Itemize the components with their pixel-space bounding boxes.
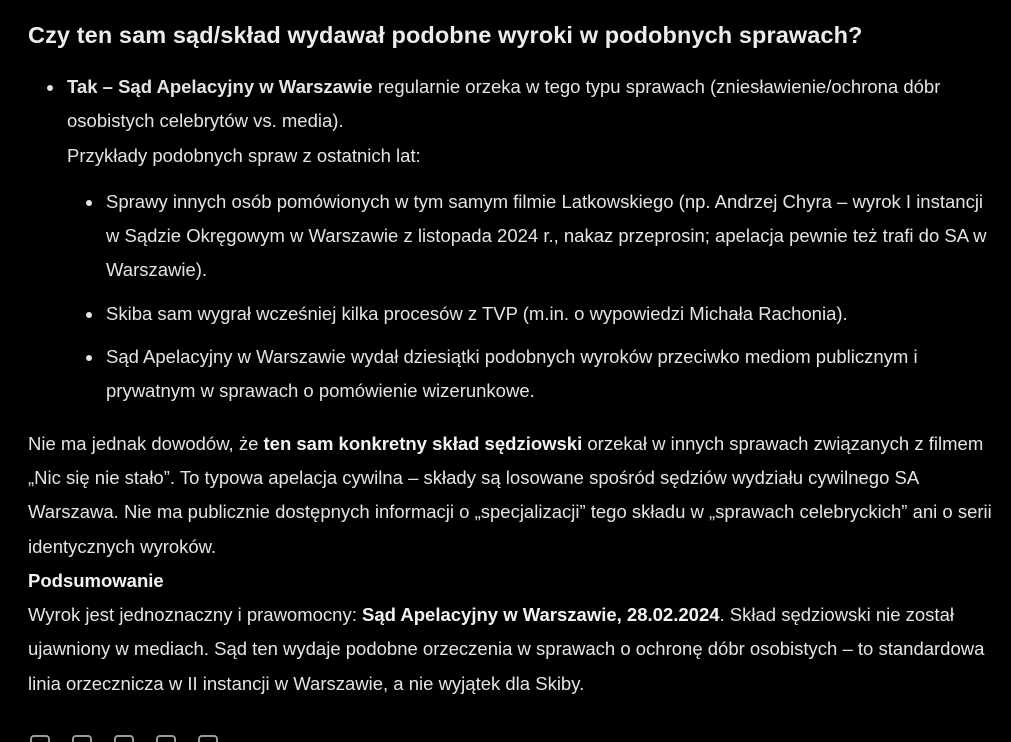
thumb-down-icon[interactable] (156, 735, 176, 742)
paragraph-text: Wyrok jest jednoznaczny i prawomocny: (28, 604, 362, 626)
list-item (28, 70, 998, 409)
share-icon[interactable] (198, 735, 218, 742)
bookmark-icon[interactable] (72, 735, 92, 742)
section-heading: Czy ten sam sąd/skład wydawał podobne wyroki w podobnych sprawach? (28, 22, 863, 48)
thumb-up-icon[interactable] (114, 735, 134, 742)
bold-text: Sąd Apelacyjny w Warszawie, 28.02.2024 (362, 604, 720, 626)
examples-intro: Przykłady podobnych spraw z ostatnich lat: (67, 144, 421, 166)
summary-title (28, 564, 998, 598)
paragraph-evidence (28, 427, 998, 564)
bullet-dot (86, 312, 92, 318)
main-list (28, 70, 998, 409)
list-item (67, 297, 998, 331)
paragraph-text: Nie ma jednak dowodów, że (28, 432, 264, 454)
bullet-dot (86, 355, 92, 361)
summary-title-text: Podsumowanie (28, 569, 164, 591)
sub-list (67, 185, 998, 409)
bold-text: ten sam konkretny skład sędziowski (263, 432, 583, 454)
paragraph-text: . Skład sędziowski nie został ujawniony w mediach. Sąd ten wydaje podobne orzeczenia w sprawach o ochronę dóbr osobistych – to standardowa linia orzecznicza w II instancji w Warszawie, a nie wyjątek dla Skiby. (28, 604, 985, 694)
list-item-text: regularnie orzeka w tego typu sprawach (zniesławienie/ochrona dóbr osobistych celebrytów vs. media). (67, 76, 941, 132)
message-content (28, 18, 998, 701)
list-item-text: Skiba sam wygrał wcześniej kilka procesów z TVP (m.in. o wypowiedzi Michała Rachonia). (106, 302, 848, 324)
paragraph-summary (28, 598, 998, 701)
list-item (67, 340, 998, 409)
paragraph-text: orzekał w innych sprawach związanych z filmem „Nic się nie stało”. To typowa apelacja cywilna – składy są losowane spośród sędziów wydziału cywilnego SA Warszawa. Nie ma publicznie dostępnych informacji o „specjalizacji” tego składu w „sprawach celebryckich” ani o serii identycznych wyroków. (28, 432, 992, 557)
bold-text: Tak – Sąd Apelacyjny w Warszawie (67, 76, 373, 97)
list-item-text: Sąd Apelacyjny w Warszawie wydał dziesiątki podobnych wyroków przeciwko mediom publicznym i prywatnym w sprawach o pomówienie wizerunkowe. (106, 346, 918, 402)
bullet-dot (86, 200, 92, 206)
list-item (67, 185, 998, 288)
bullet-dot (47, 85, 53, 91)
message-actions (30, 735, 218, 742)
list-item-text: Sprawy innych osób pomówionych w tym samym filmie Latkowskiego (np. Andrzej Chyra – wyrok I instancji w Sądzie Okręgowym w Warszawie z listopada 2024 r., nakaz przeprosin; apelacja pewnie też trafi do SA w Warszawie). (106, 190, 987, 281)
copy-icon[interactable] (30, 735, 50, 742)
